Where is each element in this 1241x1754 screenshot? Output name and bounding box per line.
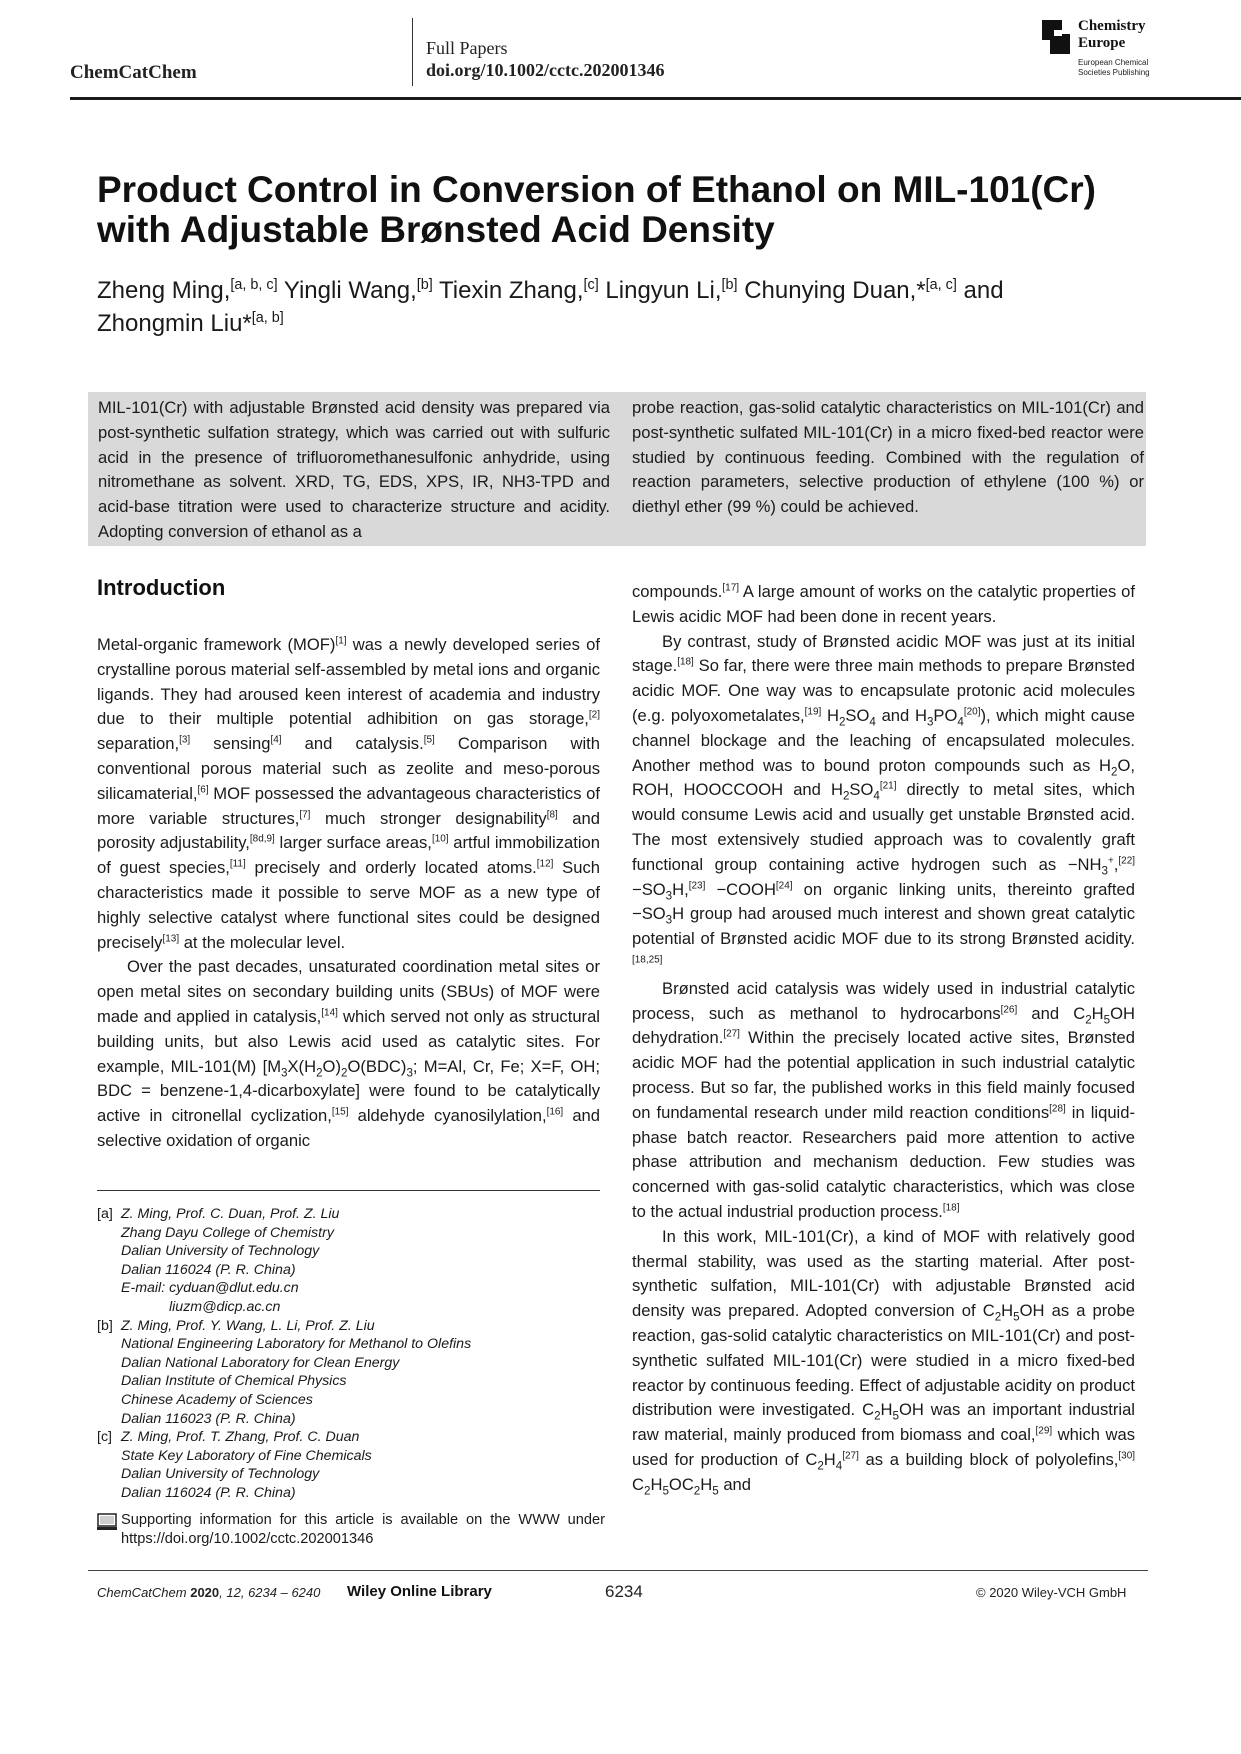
affiliation-line: Dalian 116024 (P. R. China) <box>121 1261 296 1278</box>
article-title: Product Control in Conversion of Ethanol on MIL-101(Cr) with Adjustable Brønsted Acid Density <box>97 169 1096 250</box>
publisher-logo[interactable] <box>1042 18 1172 82</box>
author-affiliation-marker: [c] <box>583 277 599 293</box>
author-list <box>97 274 1137 340</box>
footer-citation: ChemCatChem 2020, 12, 6234 – 6240 <box>97 1585 321 1600</box>
abstract-box <box>88 392 1146 546</box>
author-affiliation-marker: [a, c] <box>925 277 957 293</box>
affiliation-line: State Key Laboratory of Fine Chemicals <box>121 1447 372 1464</box>
affiliation-line: Dalian National Laboratory for Clean Energy <box>121 1354 400 1371</box>
author-affiliation-marker: [b] <box>416 277 433 293</box>
footer-volume: 12 <box>226 1585 241 1600</box>
affiliation-line: Dalian University of Technology <box>121 1243 320 1260</box>
affiliation-block <box>97 1428 607 1502</box>
body-paragraph: Brønsted acid catalysis was widely used in industrial catalytic process, such as methanol to hydrocarbons[26] and $C_2H_5OH$ dehydration.[27] Within the precisely located active sites, Brønsted acidic MOF had the potential application in such industrial catalytic process. But so far, the published works in this field mainly focused on fundamental research under mild reaction conditions[28] in liquid-phase batch reactor. Researchers paid more attention to active phase attribution and mechanism deduction. Few studies was concerned with gas-solid catalytic characteristics, which was close to the actual industrial production process.[18] <box>632 978 1135 1221</box>
section-heading: Introduction <box>97 575 226 600</box>
affiliation-line: Dalian 116023 (P. R. China) <box>121 1410 296 1427</box>
journal-name: ChemCatChem <box>70 62 197 83</box>
page-number: 6234 <box>605 1582 643 1601</box>
author-name: Zheng Ming, <box>97 277 231 304</box>
wiley-online-library-link[interactable]: Wiley Online Library <box>347 1583 492 1600</box>
body-right-column <box>632 580 1135 1497</box>
footer-journal: ChemCatChem <box>97 1585 187 1600</box>
logo-name-line1: Chemistry <box>1078 18 1146 34</box>
affiliation-line: Z. Ming, Prof. T. Zhang, Prof. C. Duan <box>121 1429 360 1446</box>
author-name: Lingyun Li, <box>605 277 722 304</box>
header-divider <box>412 18 413 86</box>
footer-year: 2020 <box>190 1585 220 1600</box>
affiliation-email[interactable]: E-mail: cyduan@dlut.edu.cn <box>121 1280 299 1297</box>
affiliation-line: Dalian Institute of Chemical Physics <box>121 1373 347 1390</box>
copyright: © 2020 Wiley-VCH GmbH <box>976 1585 1127 1600</box>
affiliation-line: Zhang Dayu College of Chemistry <box>121 1224 334 1241</box>
abstract-left-column: MIL-101(Cr) with adjustable Brønsted acid density was prepared via post-synthetic sulfation strategy, which was carried out with sulfuric acid in the presence of trifluoromethanesulfonic anhydride, using nitromethane as solvent. XRD, TG, EDS, XPS, IR, NH3-TPD and acid-base titration were used to characterize structure and acidity. Adopting conversion of ethanol as a <box>98 398 610 541</box>
author-affiliation-marker: [b] <box>721 277 738 293</box>
affiliation-tag: [b] <box>97 1317 113 1334</box>
chemistry-europe-logo-icon <box>1042 20 1074 54</box>
body-paragraph: Metal-organic framework (MOF)[1] was a newly developed series of crystalline porous material self-assembled by metal ions and organic ligands. They had aroused keen interest of academia and industry due to their multiple potential adhibition on gas storage,[2] separation,[3] sensing[4] and catalysis.[5] Comparison with conventional porous material such as zeolite and meso-porous silicamaterial,[6] MOF possessed the advantageous characteristics of more variable structures,[7] much stronger designability[8] and porosity adjustability,[8d,9] larger surface areas,[10] artful immobilization of guest species,[11] precisely and orderly located atoms.[12] Such characteristics made it possible to serve MOF as a new type of highly selective catalyst where functional sites could be designed precisely[13] at the molecular level. <box>97 635 601 952</box>
affiliation-tag: [a] <box>97 1206 113 1222</box>
footer-rule <box>88 1570 1148 1571</box>
body-paragraph: Over the past decades, unsaturated coordination metal sites or open metal sites on secondary building units (SBUs) of MOF were made and applied in catalysis,[14] which served not only as structural building units, but also Lewis acid used as catalytic sites. For example, MIL-101(M) [$M_3X(H_2O)_2O(BDC)_3$; M=Al, Cr, Fe; X=F, OH; BDC = benzene-1,4-dicarboxylate] were found to be catalytically active in citronellal cyclization,[15] aldehyde cyanosilylation,[16] and selective oxidation of organic <box>97 957 601 1150</box>
affiliation-line: Z. Ming, Prof. Y. Wang, L. Li, Prof. Z. Liu <box>121 1317 375 1334</box>
computer-icon <box>97 1513 117 1531</box>
body-left-column <box>97 633 600 1154</box>
article-type: Full Papers <box>426 38 508 58</box>
affiliation-line: Chinese Academy of Sciences <box>121 1391 313 1408</box>
logo-name-line2: Europe <box>1078 35 1126 51</box>
affiliation-line: Dalian 116024 (P. R. China) <box>121 1484 296 1501</box>
affiliation-line: National Engineering Laboratory for Methanol to Olefins <box>121 1336 472 1353</box>
body-paragraph: By contrast, study of Brønsted acidic MOF was just at its initial stage.[18] So far, there were three main methods to prepare Brønsted acidic MOF. One way was to encapsulate protonic acid molecules (e.g. polyoxometalates,[19] $H_2SO_4$ and $H_3PO_4[20]$), which might cause channel blockage and the leaching of encapsulated molecules. Another method was to bound proton compounds such as $H_2O$, ROH, HOOCCOOH and $H_2SO_4[21]$ directly to metal sites, which would consume Lewis acid and usually get unstable Brønsted acid. The most extensively studied approach was to covalently graft functional group containing active hydrogen such as $-NH_3^+,[22] -SO_3H,[23]$ −COOH[24] on organic linking units, thereinto grafted $-SO_3H$ group had aroused much interest and shown great catalytic potential of Brønsted acidic MOF due to its strong Brønsted acidity.[18,25] <box>632 631 1136 966</box>
author-name: Yingli Wang, <box>283 277 417 304</box>
author-name: Chunying Duan,* <box>744 277 926 304</box>
author-name: Zhongmin Liu* <box>97 310 252 337</box>
body-paragraph: compounds.[17] A large amount of works on the catalytic properties of Lewis acidic MOF had been done in recent years. <box>632 582 1135 626</box>
author-affiliation-marker: [a, b] <box>251 310 284 326</box>
affiliation-block <box>97 1317 607 1429</box>
logo-subtitle-line2: Societies Publishing <box>1078 68 1150 77</box>
abstract-right-column: probe reaction, gas-solid catalytic characteristics on MIL-101(Cr) and post-synthetic sulfated MIL-101(Cr) in a micro fixed-bed reactor were studied by continuous feeding. Combined with the regulation of reaction parameters, selective production of ethylene (100 %) or diethyl ether (99 %) could be achieved. <box>632 398 1144 517</box>
logo-subtitle-line1: European Chemical <box>1078 58 1149 67</box>
affiliation-line: Dalian University of Technology <box>121 1466 320 1483</box>
author-affiliation-marker: [a, b, c] <box>230 277 278 293</box>
affiliations <box>97 1205 607 1503</box>
body-paragraph: In this work, MIL-101(Cr), a kind of MOF with relatively good thermal stability, was used as the starting material. After post-synthetic sulfation, MIL-101(Cr) with adjustable Brønsted acid density was prepared. Adopted conversion of $C_2H_5OH$ as a probe reaction, gas-solid catalytic characteristics on MIL-101(Cr) and post-synthetic sulfated MIL-101(Cr) were studied in a micro fixed-bed reactor by continuous feeding. Effect of adjustable acidity on product distribution were investigated. $C_2H_5OH$ was an important industrial raw material, mainly produced from biomass and coal,[29] which was used for production of $C_2H_4[27]$ as a building block of polyolefins,[30] $C_2H_5OC_2H_5$ and <box>632 1226 1136 1497</box>
footer-pages: 6234 – 6240 <box>248 1585 321 1600</box>
affiliation-block <box>97 1205 607 1317</box>
article-doi-link[interactable]: doi.org/10.1002/cctc.202001346 <box>426 60 665 80</box>
supporting-info-text[interactable]: Supporting information for this article is available on the WWW under https://doi.org/10.1002/cctc.202001346 <box>121 1512 605 1547</box>
affiliation-tag: [c] <box>97 1429 112 1446</box>
author-name: Tiexin Zhang, <box>439 277 584 304</box>
author-joiner: and <box>963 277 1004 304</box>
affiliation-line: Z. Ming, Prof. C. Duan, Prof. Z. Liu <box>121 1206 340 1222</box>
affiliation-email[interactable]: liuzm@dicp.ac.cn <box>169 1298 281 1315</box>
header-rule <box>70 97 1241 100</box>
footnote-rule <box>97 1190 600 1191</box>
